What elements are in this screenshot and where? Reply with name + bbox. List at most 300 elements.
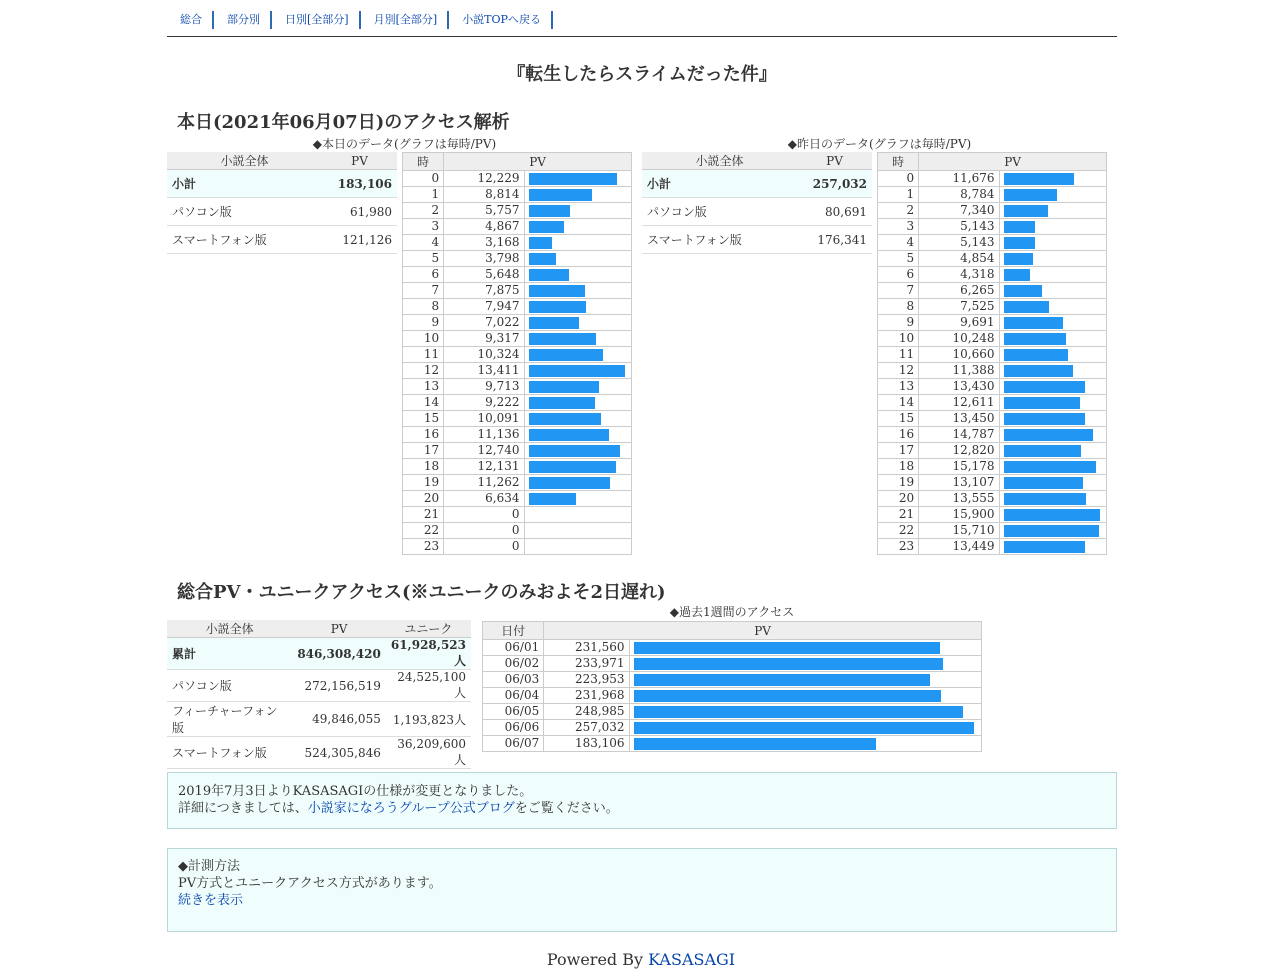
hour-cell: 16 [878, 427, 919, 443]
footer [124, 950, 1158, 969]
hour-row [878, 347, 1107, 363]
pv-bar [529, 365, 625, 377]
pv-bar [1004, 493, 1086, 505]
bar-cell [524, 539, 631, 555]
bar-cell [999, 171, 1106, 187]
pv-bar [634, 674, 930, 686]
bar-cell [999, 395, 1106, 411]
hour-row [403, 411, 632, 427]
table-row [167, 670, 471, 702]
pv-cell: 7,875 [444, 283, 524, 299]
yesterday-caption: ◆昨日のデータ(グラフは毎時/PV) [787, 137, 972, 151]
bar-cell [999, 187, 1106, 203]
pv-cell: 5,143 [919, 219, 999, 235]
bar-cell [999, 539, 1106, 555]
notice-box [167, 772, 1117, 829]
row-pv: 272,156,519 [292, 670, 386, 702]
hour-cell: 5 [403, 251, 444, 267]
pv-cell: 13,555 [919, 491, 999, 507]
bar-cell [999, 459, 1106, 475]
method-text: PV方式とユニークアクセス方式があります。 [178, 876, 442, 891]
week-row [483, 736, 982, 752]
row-pv: 524,305,846 [292, 737, 386, 769]
hour-row [878, 267, 1107, 283]
pv-cell: 6,634 [444, 491, 524, 507]
hour-cell: 6 [878, 267, 919, 283]
hour-cell: 19 [403, 475, 444, 491]
bar-cell [999, 347, 1106, 363]
pv-bar [634, 738, 876, 750]
pv-bar [634, 658, 943, 670]
pv-bar [1004, 189, 1057, 201]
pv-bar [1004, 349, 1068, 361]
bar-cell [629, 688, 981, 704]
total-heading: 総合PV・ユニークアクセス(※ユニークのみおよそ2日遅れ) [177, 582, 666, 603]
hour-row [403, 507, 632, 523]
pv-bar [529, 221, 564, 233]
top-nav [167, 10, 553, 30]
week-row [483, 672, 982, 688]
pv-bar [529, 397, 595, 409]
notice-line1: 2019年7月3日よりKASASAGIの仕様が変更となりました。 [178, 784, 533, 799]
hour-cell: 23 [403, 539, 444, 555]
hour-cell: 3 [878, 219, 919, 235]
show-more-link[interactable]: 続きを表示 [178, 893, 244, 908]
bar-cell [999, 363, 1106, 379]
pv-cell: 10,248 [919, 331, 999, 347]
table-row [642, 226, 872, 254]
hour-cell: 8 [878, 299, 919, 315]
bar-cell [999, 491, 1106, 507]
hour-cell: 17 [878, 443, 919, 459]
yesterday-summary-table [642, 152, 872, 254]
hour-cell: 0 [403, 171, 444, 187]
bar-cell [629, 720, 981, 736]
pv-cell: 4,854 [919, 251, 999, 267]
hour-cell: 11 [878, 347, 919, 363]
date-cell: 06/02 [483, 656, 544, 672]
bar-cell [524, 379, 631, 395]
pv-cell: 10,324 [444, 347, 524, 363]
pv-bar [529, 349, 603, 361]
bar-cell [524, 235, 631, 251]
pv-cell: 15,710 [919, 523, 999, 539]
bar-cell [524, 523, 631, 539]
col-header-hour: 時 [878, 153, 919, 171]
bar-cell [524, 171, 631, 187]
hour-cell: 9 [403, 315, 444, 331]
row-pv: 846,308,420 [292, 638, 386, 670]
pv-cell: 0 [444, 523, 524, 539]
row-label: パソコン版 [167, 670, 292, 702]
col-header-date: 日付 [483, 622, 544, 640]
hour-cell: 21 [878, 507, 919, 523]
hour-row [403, 539, 632, 555]
official-blog-link[interactable]: 小説家になろうグループ公式ブログ [307, 801, 515, 816]
bar-cell [524, 395, 631, 411]
pv-bar [1004, 477, 1083, 489]
bar-cell [999, 411, 1106, 427]
pv-bar [1004, 237, 1035, 249]
pv-cell: 8,784 [919, 187, 999, 203]
bar-cell [629, 640, 981, 656]
nav-monthly[interactable]: 月別[全部分] [361, 11, 450, 29]
novel-title: 『転生したらスライムだった件』 [507, 64, 777, 85]
hour-cell: 8 [403, 299, 444, 315]
hour-cell: 5 [878, 251, 919, 267]
bar-cell [524, 315, 631, 331]
pv-cell: 5,757 [444, 203, 524, 219]
bar-cell [524, 491, 631, 507]
hour-row [878, 427, 1107, 443]
pv-bar [529, 445, 620, 457]
pv-cell: 7,340 [919, 203, 999, 219]
pv-cell: 231,560 [544, 640, 629, 656]
nav-novel-top[interactable]: 小説TOPへ戻る [449, 11, 553, 29]
hour-cell: 15 [878, 411, 919, 427]
hour-row [878, 187, 1107, 203]
pv-cell: 14,787 [919, 427, 999, 443]
hour-cell: 1 [878, 187, 919, 203]
col-header-hour: 時 [403, 153, 444, 171]
pv-bar [1004, 221, 1035, 233]
bar-cell [524, 267, 631, 283]
hour-row [403, 283, 632, 299]
hour-row [403, 395, 632, 411]
pv-bar [529, 381, 599, 393]
hour-row [403, 187, 632, 203]
hour-cell: 20 [403, 491, 444, 507]
date-cell: 06/05 [483, 704, 544, 720]
row-label: フィーチャーフォン版 [167, 702, 292, 737]
hour-row [878, 251, 1107, 267]
pv-bar [1004, 269, 1030, 281]
col-header-novel: 小説全体 [167, 620, 292, 638]
hour-cell: 19 [878, 475, 919, 491]
row-unique: 36,209,600人 [386, 737, 471, 769]
hour-row [403, 203, 632, 219]
pv-bar [634, 706, 963, 718]
hour-cell: 14 [403, 395, 444, 411]
pv-bar [529, 237, 552, 249]
bar-cell [999, 507, 1106, 523]
pv-bar [1004, 365, 1073, 377]
row-label: スマートフォン版 [642, 226, 797, 254]
pv-cell: 7,525 [919, 299, 999, 315]
hour-cell: 13 [403, 379, 444, 395]
bar-cell [524, 363, 631, 379]
hour-cell: 18 [878, 459, 919, 475]
hour-row [403, 331, 632, 347]
method-box [167, 848, 1117, 932]
hour-cell: 2 [403, 203, 444, 219]
pv-cell: 11,388 [919, 363, 999, 379]
week-row [483, 640, 982, 656]
hour-row [403, 219, 632, 235]
date-cell: 06/07 [483, 736, 544, 752]
pv-cell: 4,318 [919, 267, 999, 283]
hour-row [878, 299, 1107, 315]
pv-bar [1004, 413, 1085, 425]
pv-cell: 13,449 [919, 539, 999, 555]
today-hourly-table [402, 152, 632, 555]
bar-cell [999, 235, 1106, 251]
bar-cell [999, 443, 1106, 459]
row-pv: 183,106 [322, 170, 397, 198]
hour-cell: 7 [403, 283, 444, 299]
pv-cell: 7,947 [444, 299, 524, 315]
hour-cell: 3 [403, 219, 444, 235]
hour-row [878, 443, 1107, 459]
pv-bar [1004, 397, 1080, 409]
hour-cell: 4 [878, 235, 919, 251]
pv-bar [634, 722, 974, 734]
notice-text: 詳細につきましては、 [178, 801, 308, 816]
hour-row [878, 363, 1107, 379]
hour-cell: 22 [878, 523, 919, 539]
pv-bar [529, 285, 585, 297]
row-pv: 121,126 [322, 226, 397, 254]
today-heading: 本日(2021年06月07日)のアクセス解析 [177, 112, 510, 133]
week-row [483, 656, 982, 672]
week-row [483, 704, 982, 720]
pv-cell: 223,953 [544, 672, 629, 688]
bar-cell [999, 283, 1106, 299]
bar-cell [629, 672, 981, 688]
bar-cell [629, 736, 981, 752]
method-title: ◆計測方法 [178, 859, 240, 874]
hour-row [878, 507, 1107, 523]
pv-cell: 9,713 [444, 379, 524, 395]
pv-bar [529, 429, 609, 441]
pv-cell: 12,740 [444, 443, 524, 459]
pv-bar [1004, 173, 1074, 185]
bar-cell [999, 267, 1106, 283]
date-cell: 06/01 [483, 640, 544, 656]
hour-row [403, 363, 632, 379]
date-cell: 06/06 [483, 720, 544, 736]
bar-cell [999, 523, 1106, 539]
pv-cell: 5,143 [919, 235, 999, 251]
pv-cell: 231,968 [544, 688, 629, 704]
pv-bar [1004, 317, 1063, 329]
pv-bar [529, 493, 576, 505]
pv-cell: 11,262 [444, 475, 524, 491]
bar-cell [999, 299, 1106, 315]
bar-cell [999, 315, 1106, 331]
hour-row [403, 459, 632, 475]
hour-cell: 4 [403, 235, 444, 251]
pv-cell: 4,867 [444, 219, 524, 235]
pv-cell: 15,178 [919, 459, 999, 475]
hour-row [403, 235, 632, 251]
bar-cell [999, 475, 1106, 491]
pv-bar [1004, 445, 1081, 457]
hour-row [878, 315, 1107, 331]
hour-cell: 11 [403, 347, 444, 363]
pv-bar [529, 477, 610, 489]
bar-cell [524, 427, 631, 443]
hour-row [403, 347, 632, 363]
pv-bar [1004, 301, 1049, 313]
hour-row [403, 379, 632, 395]
nav-parts[interactable]: 部分別 [214, 11, 272, 29]
nav-daily[interactable]: 日別[全部分] [272, 11, 361, 29]
nav-overall[interactable]: 総合 [167, 11, 214, 29]
hour-cell: 13 [878, 379, 919, 395]
header-divider [167, 36, 1117, 37]
pv-bar [634, 642, 940, 654]
hour-row [878, 395, 1107, 411]
pv-bar [529, 253, 556, 265]
hour-cell: 15 [403, 411, 444, 427]
bar-cell [524, 219, 631, 235]
pv-bar [1004, 333, 1066, 345]
footer-text: Powered By [546, 950, 649, 969]
hour-cell: 16 [403, 427, 444, 443]
today-summary-table [167, 152, 397, 254]
row-pv: 80,691 [797, 198, 872, 226]
hour-cell: 2 [878, 203, 919, 219]
bar-cell [524, 283, 631, 299]
hour-row [878, 203, 1107, 219]
week-row [483, 688, 982, 704]
pv-bar [1004, 461, 1096, 473]
pv-bar [1004, 253, 1033, 265]
table-row [167, 702, 471, 737]
pv-cell: 13,107 [919, 475, 999, 491]
bar-cell [524, 507, 631, 523]
hour-cell: 1 [403, 187, 444, 203]
hour-cell: 17 [403, 443, 444, 459]
bar-cell [524, 347, 631, 363]
pv-bar [1004, 541, 1085, 553]
hour-cell: 7 [878, 283, 919, 299]
table-row [642, 198, 872, 226]
bar-cell [524, 187, 631, 203]
bar-cell [524, 411, 631, 427]
hour-cell: 23 [878, 539, 919, 555]
hour-row [878, 331, 1107, 347]
pv-cell: 12,229 [444, 171, 524, 187]
bar-cell [524, 251, 631, 267]
pv-cell: 10,091 [444, 411, 524, 427]
pv-cell: 8,814 [444, 187, 524, 203]
week-row [483, 720, 982, 736]
hour-cell: 9 [878, 315, 919, 331]
row-pv: 176,341 [797, 226, 872, 254]
bar-cell [999, 331, 1106, 347]
hour-row [403, 443, 632, 459]
row-label: 小計 [167, 170, 322, 198]
bar-cell [524, 475, 631, 491]
hour-row [403, 299, 632, 315]
col-header-pv: PV [292, 620, 386, 638]
today-caption: ◆本日のデータ(グラフは毎時/PV) [312, 137, 497, 151]
hour-row [878, 539, 1107, 555]
hour-row [878, 459, 1107, 475]
hour-row [878, 475, 1107, 491]
pv-bar [529, 205, 570, 217]
pv-bar [634, 690, 941, 702]
yesterday-hourly-table [877, 152, 1107, 555]
hour-cell: 0 [878, 171, 919, 187]
row-label: スマートフォン版 [167, 226, 322, 254]
pv-bar [1004, 429, 1093, 441]
pv-bar [529, 189, 592, 201]
pv-cell: 0 [444, 507, 524, 523]
pv-cell: 12,131 [444, 459, 524, 475]
pv-cell: 12,820 [919, 443, 999, 459]
hour-cell: 6 [403, 267, 444, 283]
week-table [482, 621, 982, 752]
pv-bar [529, 173, 617, 185]
hour-cell: 18 [403, 459, 444, 475]
pv-cell: 257,032 [544, 720, 629, 736]
hour-row [403, 523, 632, 539]
hour-row [403, 267, 632, 283]
pv-cell: 15,900 [919, 507, 999, 523]
hour-cell: 10 [878, 331, 919, 347]
pv-cell: 3,168 [444, 235, 524, 251]
row-pv: 257,032 [797, 170, 872, 198]
bar-cell [999, 203, 1106, 219]
col-header-pv: PV [919, 153, 1107, 171]
pv-bar [1004, 525, 1099, 537]
hour-cell: 14 [878, 395, 919, 411]
col-header-pv: PV [544, 622, 982, 640]
pv-cell: 183,106 [544, 736, 629, 752]
bar-cell [999, 379, 1106, 395]
hour-row [878, 379, 1107, 395]
total-summary-table [167, 620, 471, 769]
pv-cell: 6,265 [919, 283, 999, 299]
pv-cell: 11,136 [444, 427, 524, 443]
pv-bar [529, 333, 596, 345]
hour-cell: 22 [403, 523, 444, 539]
col-header-novel: 小説全体 [167, 152, 322, 170]
col-header-pv: PV [444, 153, 632, 171]
hour-row [403, 475, 632, 491]
date-cell: 06/04 [483, 688, 544, 704]
pv-cell: 3,798 [444, 251, 524, 267]
row-label: スマートフォン版 [167, 737, 292, 769]
table-row [167, 737, 471, 769]
hour-cell: 20 [878, 491, 919, 507]
kasasagi-link[interactable]: KASASAGI [648, 950, 736, 969]
bar-cell [524, 459, 631, 475]
pv-bar [529, 301, 586, 313]
pv-cell: 7,022 [444, 315, 524, 331]
pv-bar [1004, 381, 1085, 393]
bar-cell [629, 704, 981, 720]
hour-row [403, 427, 632, 443]
table-row [167, 170, 397, 198]
hour-cell: 12 [403, 363, 444, 379]
row-unique: 24,525,100人 [386, 670, 471, 702]
week-caption: ◆過去1週間のアクセス [669, 605, 795, 619]
hour-row [403, 171, 632, 187]
bar-cell [524, 331, 631, 347]
hour-row [878, 219, 1107, 235]
hour-cell: 10 [403, 331, 444, 347]
bar-cell [999, 427, 1106, 443]
hour-row [403, 491, 632, 507]
row-pv: 49,846,055 [292, 702, 386, 737]
pv-cell: 13,430 [919, 379, 999, 395]
pv-cell: 9,317 [444, 331, 524, 347]
row-label: パソコン版 [642, 198, 797, 226]
